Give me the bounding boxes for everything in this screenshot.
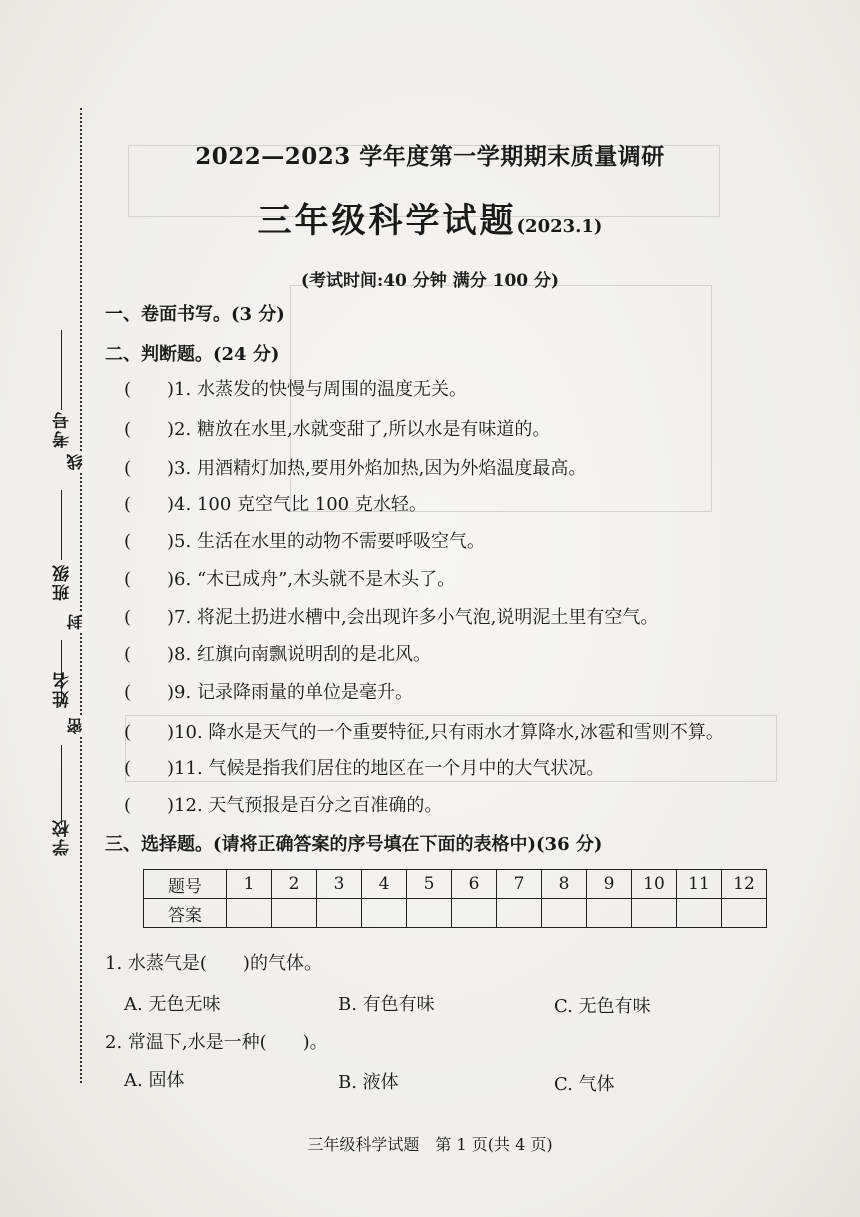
- school-label: 学校: [53, 818, 73, 856]
- question-number-cell: 10: [632, 870, 677, 899]
- tf-question-2: ( )2. 糖放在水里,水就变甜了,所以水是有味道的。: [124, 419, 551, 440]
- question-number-cell: 1: [227, 870, 272, 899]
- tf-question-6: ( )6. “木已成舟”,木头就不是木头了。: [124, 569, 456, 590]
- mc-question-2-option-b: B. 液体: [338, 1072, 399, 1093]
- question-number-cell: 9: [587, 870, 632, 899]
- seal-mi-char: 密: [66, 718, 85, 734]
- mc-question-2: 2. 常温下,水是一种( )。: [105, 1032, 328, 1053]
- tf-question-10: ( )10. 降水是天气的一个重要特征,只有雨水才算降水,冰雹和雪则不算。: [124, 722, 724, 743]
- name-label: 姓名: [53, 670, 73, 708]
- answer-cell: [452, 899, 497, 928]
- question-number-cell: 4: [362, 870, 407, 899]
- answer-table: [143, 869, 767, 928]
- school-line: [61, 745, 62, 825]
- question-number-cell: 5: [407, 870, 452, 899]
- exam-info: (考试时间:40 分钟 满分 100 分): [300, 271, 560, 291]
- tf-question-11: ( )11. 气候是指我们居住的地区在一个月中的大气状况。: [124, 758, 605, 779]
- tf-question-12: ( )12. 天气预报是百分之百准确的。: [124, 795, 443, 816]
- answer-table-answer-row: [144, 899, 767, 928]
- class-line: [61, 490, 62, 560]
- binding-dotted-line: [80, 108, 82, 1083]
- question-number-cell: 2: [272, 870, 317, 899]
- mc-question-1-option-c: C. 无色有味: [554, 996, 651, 1017]
- page-footer: 三年级科学试题 第 1 页(共 4 页): [307, 1135, 553, 1154]
- tf-question-1: ( )1. 水蒸发的快慢与周围的温度无关。: [124, 379, 467, 400]
- mc-question-1-option-a: A. 无色无味: [124, 994, 221, 1015]
- answer-cell: [317, 899, 362, 928]
- question-number-header: 题号: [144, 870, 227, 899]
- question-number-cell: 8: [542, 870, 587, 899]
- section-1-title: 一、卷面书写。(3 分): [105, 304, 285, 325]
- answer-header: 答案: [144, 899, 227, 928]
- answer-cell: [362, 899, 407, 928]
- tf-question-5: ( )5. 生活在水里的动物不需要呼吸空气。: [124, 531, 485, 552]
- mc-question-2-option-c: C. 气体: [554, 1074, 615, 1095]
- tf-question-4: ( )4. 100 克空气比 100 克水轻。: [124, 494, 427, 515]
- answer-table-number-row: [144, 870, 767, 899]
- exam-no-label: 考号: [53, 410, 73, 448]
- exam-title: 2022—2023 学年度第一学期期末质量调研: [195, 143, 665, 170]
- subject-title-row: [0, 193, 860, 242]
- answer-cell: [272, 899, 317, 928]
- question-number-cell: 7: [497, 870, 542, 899]
- question-number-cell: 11: [677, 870, 722, 899]
- seal-feng-char: 封: [66, 614, 85, 630]
- tf-question-9: ( )9. 记录降雨量的单位是毫升。: [124, 682, 413, 703]
- question-number-cell: 3: [317, 870, 362, 899]
- tf-question-8: ( )8. 红旗向南飘说明刮的是北风。: [124, 644, 431, 665]
- answer-cell: [497, 899, 542, 928]
- answer-cell: [722, 899, 767, 928]
- tf-question-7: ( )7. 将泥土扔进水槽中,会出现许多小气泡,说明泥土里有空气。: [124, 607, 659, 628]
- mc-question-1: 1. 水蒸气是( )的气体。: [105, 953, 322, 974]
- exam-date: (2023.1): [516, 216, 603, 237]
- answer-cell: [587, 899, 632, 928]
- answer-cell: [632, 899, 677, 928]
- answer-cell: [227, 899, 272, 928]
- section-2-title: 二、判断题。(24 分): [105, 344, 280, 365]
- answer-cell: [542, 899, 587, 928]
- question-number-cell: 12: [722, 870, 767, 899]
- exam-no-line: [61, 330, 62, 410]
- subject-title: 三年级科学试题: [257, 201, 517, 241]
- tf-question-3: ( )3. 用酒精灯加热,要用外焰加热,因为外焰温度最高。: [124, 458, 587, 479]
- answer-cell: [407, 899, 452, 928]
- mc-question-2-option-a: A. 固体: [124, 1070, 185, 1091]
- section-3-title: 三、选择题。(请将正确答案的序号填在下面的表格中)(36 分): [105, 834, 603, 855]
- class-label: 班级: [53, 563, 73, 601]
- seal-line-char: 线: [66, 454, 85, 470]
- mc-question-1-option-b: B. 有色有味: [338, 994, 435, 1015]
- question-number-cell: 6: [452, 870, 497, 899]
- answer-cell: [677, 899, 722, 928]
